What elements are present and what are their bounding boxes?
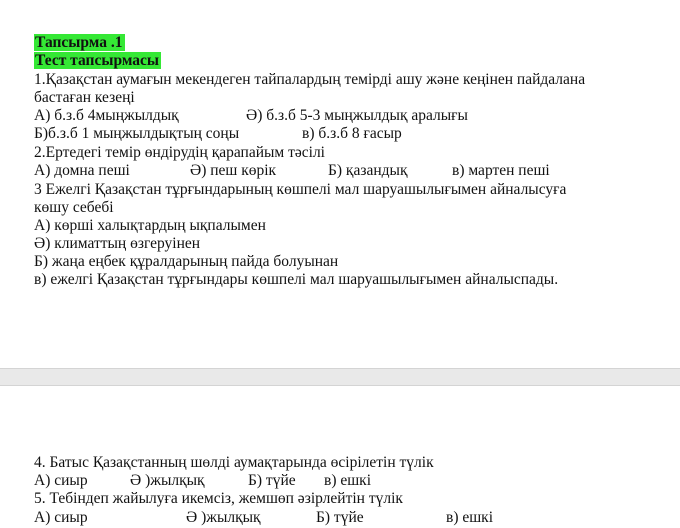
option-ae: Ә )жылқық — [186, 509, 261, 526]
question-4-text: 4. Батыс Қазақстанның шөлді аумақтарында өсірілетін түлік — [34, 454, 434, 471]
question-1-options-row-2 — [34, 125, 634, 142]
task-heading: Тапсырма .1 — [35, 34, 123, 51]
option-b: Б) түйе — [248, 472, 296, 489]
question-3-text-continued: көшу себебі — [34, 199, 114, 216]
option-b: Б)б.з.б 1 мыңжылдықтың соңы — [34, 125, 240, 142]
option-a: А) б.з.б 4мыңжылдық — [34, 107, 179, 124]
page-separator — [0, 368, 680, 386]
document-page-2 — [0, 386, 680, 528]
option-a: А) сиыр — [34, 472, 88, 489]
question-2-options — [34, 162, 634, 179]
task-subheading: Тест тапсырмасы — [35, 52, 160, 69]
option-a: А) домна пеші — [34, 162, 130, 179]
question-3-option-a: А) көрші халықтардың ықпалымен — [34, 217, 266, 234]
option-b: Б) түйе — [316, 509, 364, 526]
question-1-options-row-1 — [34, 107, 634, 124]
question-1-text: 1.Қазақстан аумағын мекендеген тайпалардың темірді ашу және кеңінен пайдалана — [34, 71, 586, 88]
question-5-options — [34, 509, 634, 526]
option-v: в) мартен пеші — [452, 162, 550, 179]
question-2-text: 2.Ертедегі темір өндірудің қарапайым тәсілі — [34, 144, 325, 161]
question-4-options — [34, 472, 634, 489]
question-1-text-continued: бастаған кезеңі — [34, 89, 135, 106]
option-a: А) сиыр — [34, 509, 88, 526]
option-v: в) б.з.б 8 ғасыр — [302, 125, 402, 142]
question-5-text: 5. Тебіндеп жайылуға икемсіз, жемшөп әзірлейтін түлік — [34, 490, 403, 507]
option-ae: Ә) б.з.б 5-3 мыңжылдық аралығы — [246, 107, 468, 124]
option-v: в) ешкі — [324, 472, 372, 489]
option-ae: Ә )жылқық — [130, 472, 205, 489]
option-b: Б) қазандық — [328, 162, 408, 179]
question-3-option-v: в) ежелгі Қазақстан тұрғындары көшпелі мал шаруашылығымен айналыспады. — [34, 271, 559, 288]
question-3-text: 3 Ежелгі Қазақстан тұрғындарының көшпелі мал шаруашылығымен айналысуға — [34, 181, 567, 198]
option-ae: Ә) пеш көрік — [190, 162, 277, 179]
question-3-option-ae: Ә) климаттың өзгеруінен — [34, 235, 201, 252]
question-3-option-b: Б) жаңа еңбек құралдарының пайда болуынан — [34, 253, 339, 270]
option-v: в) ешкі — [446, 509, 494, 526]
